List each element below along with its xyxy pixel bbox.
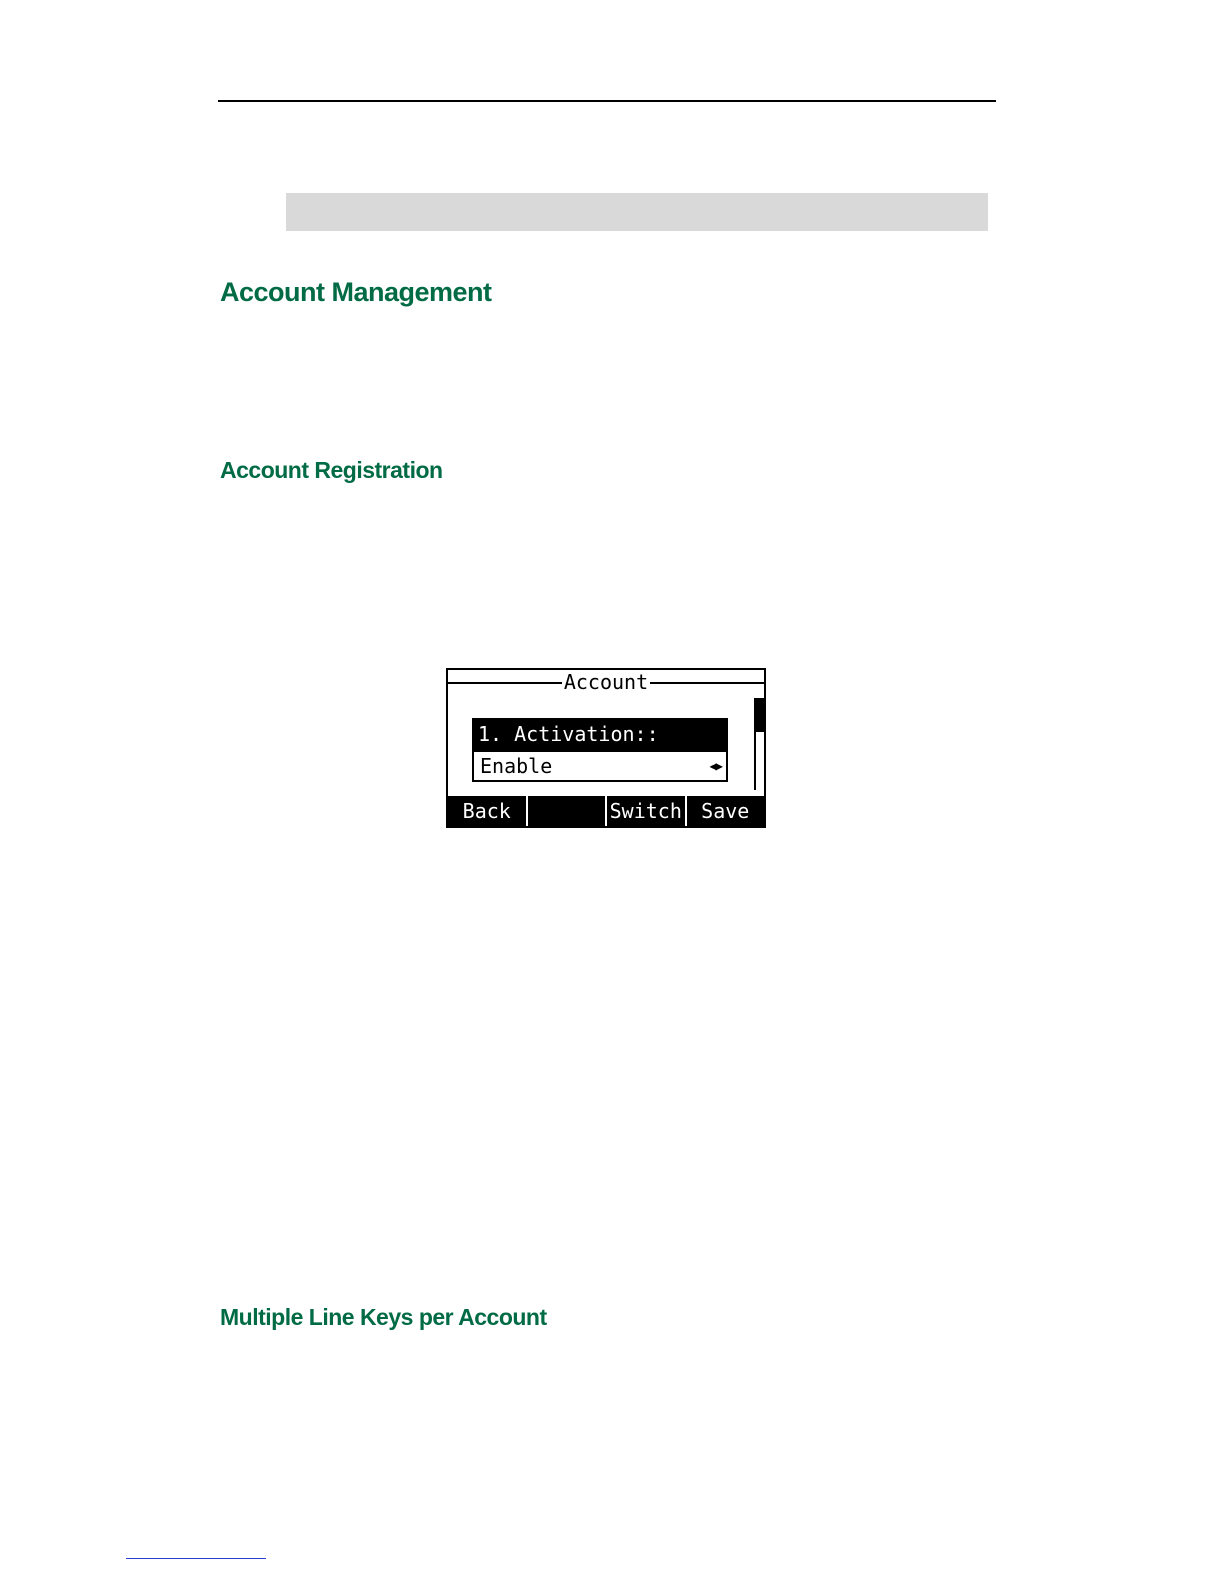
lcd-value-text: Enable [480, 754, 553, 778]
softkey-save[interactable]: Save [685, 796, 765, 826]
softkey-switch[interactable]: Switch [605, 796, 685, 826]
heading-multiple-line-keys: Multiple Line Keys per Account [220, 1304, 547, 1330]
softkey-back[interactable]: Back [462, 799, 511, 823]
header-rule [218, 100, 996, 102]
lcd-softkey-bar [448, 796, 764, 826]
heading-account-management: Account Management [220, 277, 492, 307]
lcd-scrollbar[interactable] [754, 698, 764, 790]
lcd-value-field[interactable] [472, 750, 728, 782]
phone-lcd-screen [446, 668, 766, 828]
lcd-menu-item-activation[interactable]: 1. Activation:: [472, 718, 728, 750]
note-bar [286, 193, 988, 231]
lcd-scrollbar-thumb[interactable] [756, 698, 764, 732]
lcd-title [448, 670, 764, 694]
softkey-blank[interactable] [526, 796, 606, 826]
lcd-title-text: Account [563, 670, 649, 694]
footer-link-underline [126, 1558, 266, 1559]
heading-account-registration: Account Registration [220, 457, 443, 483]
left-right-arrows-icon: ◀▶ [709, 759, 722, 773]
